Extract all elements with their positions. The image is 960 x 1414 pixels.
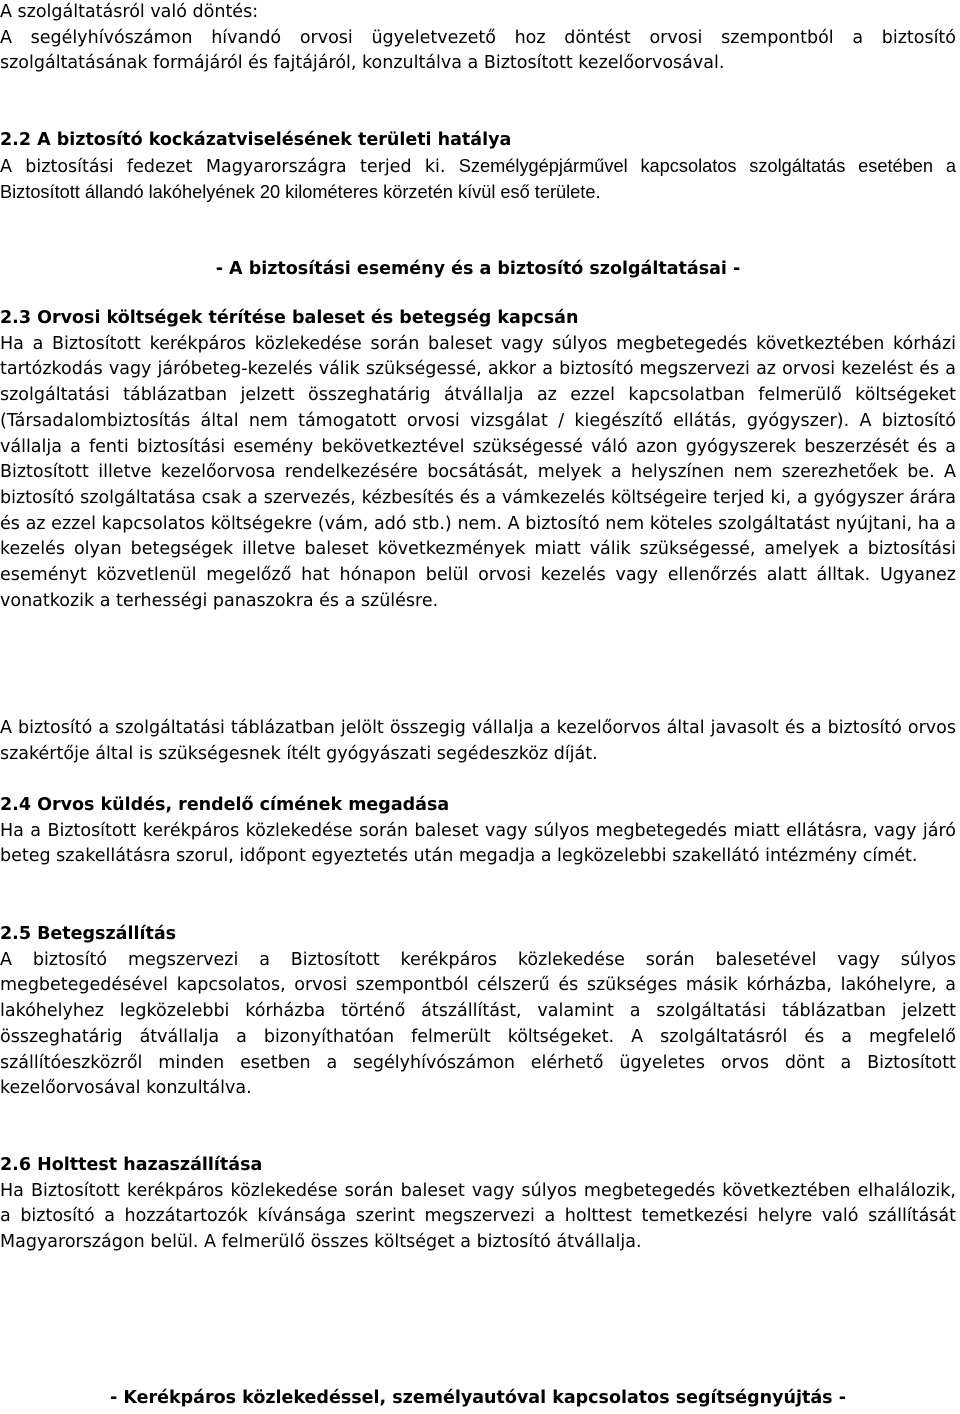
section-2-2-heading: 2.2 A biztosító kockázatviselésének területi hatálya: [0, 130, 512, 150]
section-2-3: [0, 306, 956, 614]
section-2-3-heading: 2.3 Orvosi költségek térítése baleset és betegség kapcsán: [0, 308, 579, 328]
section-2-3-extra: [0, 716, 956, 767]
section-2-2-text: [0, 154, 956, 207]
section-2-5-paragraph: A biztosító megszervezi a Biztosított kerékpáros közlekedése során balesetével vagy súlyos megbetegedésével kapcsolatos, orvosi szempontból célszerű és szükséges másik kórházba, lakóhelyre, a lakóhelyhez legközelebbi kórházba történő átszállítást, valamint a szolgáltatási táblázatban jelzett összeghatárig átvállalja a bizonyíthatóan felmerült költségeket. A szolgáltatásról és a megfelelő szállítóeszközről minden esetben a segélyhívószámon elérhető ügyeletes orvos dönt a Biztosított kezelőorvosával konzultálva.: [0, 949, 956, 1099]
section-2-6-heading: 2.6 Holttest hazaszállítása: [0, 1155, 263, 1175]
section-title-insured-events: - A biztosítási esemény és a biztosító szolgáltatásai -: [215, 259, 741, 279]
service-decision-text: A segélyhívószámon hívandó orvosi ügyeletvezető hoz döntést orvosi szempontból a biztosító szolgáltatásának formájáról és fajtájáról, konzultálva a Biztosított kezelőorvosával.: [0, 27, 956, 74]
section-2-6-paragraph: Ha Biztosított kerékpáros közlekedése során baleset vagy súlyos megbetegedés következtében elhalálozik, a biztosító a hozzátartozók kívánsága szerint megszervezi a holttest temetkezési helyre való szállítását Magyarországon belül. A felmerülő összes költséget a biztosító átvállalja.: [0, 1180, 956, 1253]
section-title-bicycle-assistance: - Kerékpáros közlekedéssel, személyautóval kapcsolatos segítségnyújtás -: [110, 1388, 846, 1408]
service-decision-label: A szolgáltatásról való döntés:: [0, 2, 259, 22]
section-2-2-text-b: Személygépjárművel kapcsolatos szolgáltatás esetében a Biztosított állandó lakóhelyének 20 kilométeres körzetén kívül eső területe.: [0, 155, 956, 203]
section-2-2: [0, 128, 956, 207]
service-decision-block: [0, 0, 956, 77]
section-2-4: [0, 793, 956, 870]
section-2-4-paragraph: Ha a Biztosított kerékpáros közlekedése során baleset vagy súlyos megbetegedés miatt ellátásra, vagy járó beteg szakellátásra szorul, időpont egyeztetés után megadja a legközelebbi szakellátó intézmény címét.: [0, 820, 956, 867]
section-2-3-paragraph-2: A biztosító a szolgáltatási táblázatban jelölt összegig vállalja a kezelőorvos által javasolt és a biztosító orvos szakértője által is szükségesnek ítélt gyógyászati segédeszköz díját.: [0, 718, 956, 764]
section-2-2-text-a: A biztosítási fedezet Magyarországra terjed ki.: [0, 156, 446, 177]
section-2-6: [0, 1153, 956, 1256]
section-2-5-heading: 2.5 Betegszállítás: [0, 924, 177, 944]
section-2-4-heading: 2.4 Orvos küldés, rendelő címének megadása: [0, 795, 450, 815]
section-2-3-paragraph-1: Ha a Biztosított kerékpáros közlekedése során baleset vagy súlyos megbetegedés következtében kórházi tartózkodás vagy járóbeteg-kezelés válik szükségessé, akkor a biztosító megszervezi az orvosi kezelést és a szolgáltatási táblázatban jelzett összeghatárig átvállalja az ezzel kapcsolatban felmerülő költségeket (Társadalombiztosítás által nem támogatott orvosi vizsgálat / kiegészítő ellátás, gyógyszer). A biztosító vállalja a fenti biztosítási esemény bekövetkeztével szükségessé váló azon gyógyszerek beszerzését és a Biztosított illetve kezelőorvosa rendelkezésére bocsátását, melyek a helyszínen nem szerezhetőek be. A biztosító szolgáltatása csak a szervezés, kézbesítés és a vámkezelés költségeire terjed ki, a gyógyszer árára és az ezzel kapcsolatos költségekre (vám, adó stb.) nem. A biztosító nem köteles szolgáltatást nyújtani, ha a kezelés olyan betegségek illetve baleset következmények miatt válik szükségessé, amelyek a biztosítási eseményt közvetlenül megelőző hat hónapon belül orvosi kezelés vagy ellenőrzés alatt álltak. Ugyanez vonatkozik a terhességi panaszokra és a szülésre.: [0, 333, 956, 611]
section-2-5: [0, 922, 956, 1102]
